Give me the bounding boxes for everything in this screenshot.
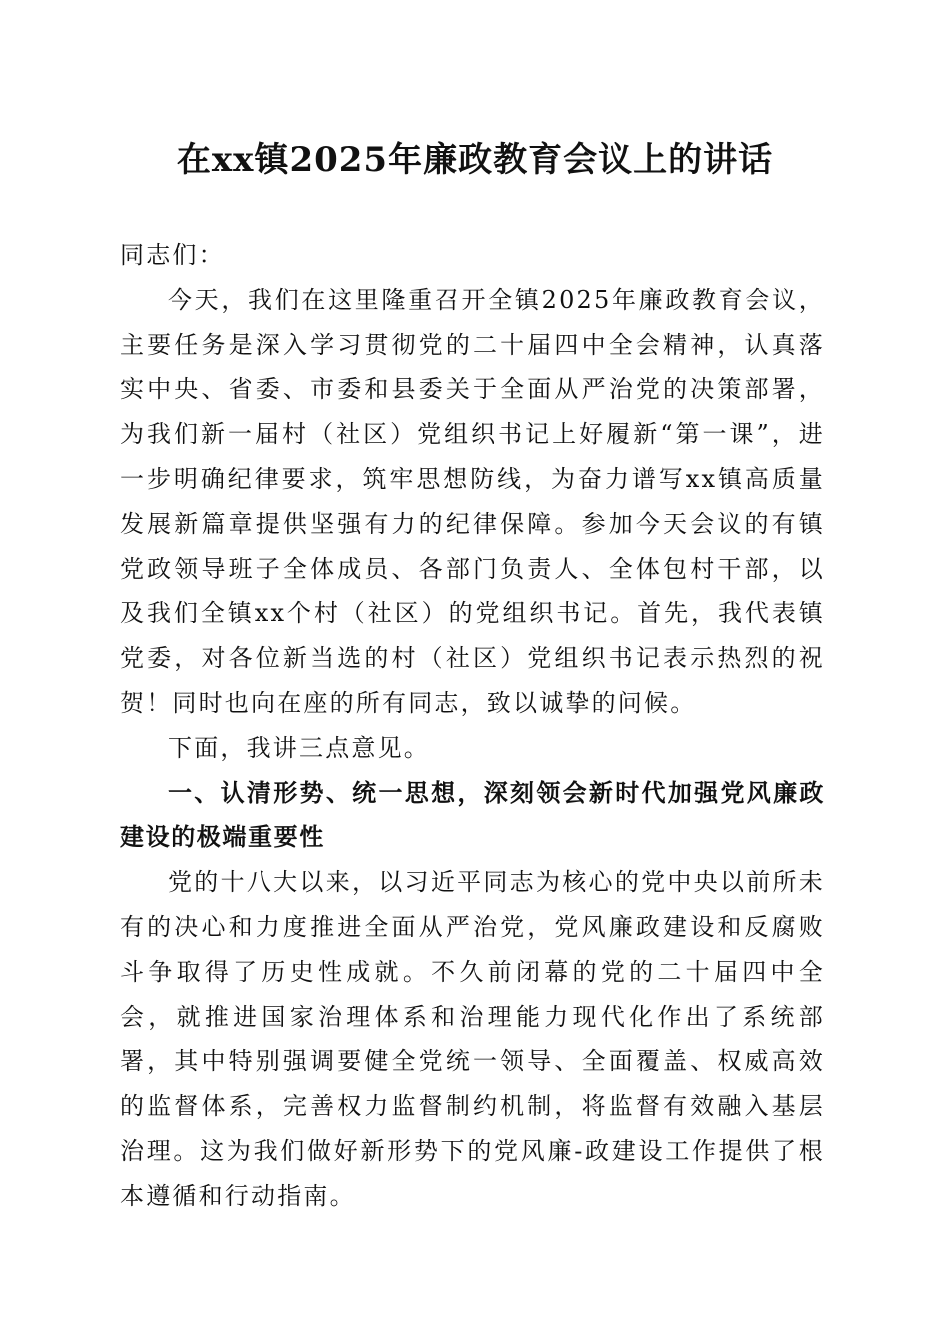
document-title: 在xx镇2025年廉政教育会议上的讲话 <box>176 140 774 180</box>
section-1-heading: 一、认清形势、统一思想，深刻领会新时代加强党风廉政建设的极端重要性 <box>120 778 825 852</box>
section-1-paragraph: 党的十八大以来，以习近平同志为核心的党中央以前所未有的决心和力度推进全面从严治党，党风廉政建设和反腐败斗争取得了历史性成就。不久前闭幕的党的二十届四中全会，就推进国家治理体系和治理能力现代化作出了系统部署，其中特别强调要健全党统一领导、全面覆盖、权威高效的监督体系，完善权力监督制约机制，将监督有效融入基层治理。这为我们做好新形势下的党风廉-政建设工作提供了根本遵循和行动指南。 <box>120 868 825 1210</box>
transition-paragraph: 下面，我讲三点意见。 <box>168 733 430 762</box>
document-body <box>120 233 825 1219</box>
intro-paragraph: 今天，我们在这里隆重召开全镇2025年廉政教育会议，主要任务是深入学习贯彻党的二十届四中全会精神，认真落实中央、省委、市委和县委关于全面从严治党的决策部署，为我们新一届村（社区）党组织书记上好履新“第一课”，进一步明确纪律要求，筑牢思想防线，为奋力谱写xx镇高质量发展新篇章提供坚强有力的纪律保障。参加今天会议的有镇党政领导班子全体成员、各部门负责人、全体包村干部，以及我们全镇xx个村（社区）的党组织书记。首先，我代表镇党委，对各位新当选的村（社区）党组织书记表示热烈的祝贺！同时也向在座的所有同志，致以诚挚的问候。 <box>120 285 825 717</box>
salutation: 同志们： <box>120 241 225 269</box>
